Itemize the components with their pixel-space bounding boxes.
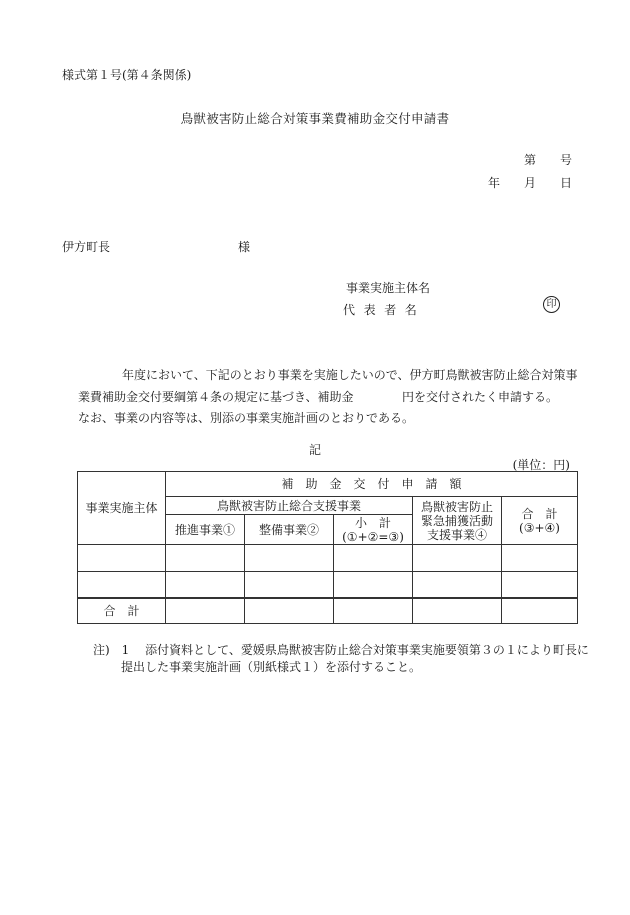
addressee-honorific: 様 — [238, 240, 251, 254]
body-line-3: なお、事業の内容等は、別添の事業実施計画のとおりである。 — [78, 411, 415, 425]
applicant-representative-label: 代表者名 — [343, 303, 426, 317]
emergency-header-line-3: 支援事業④ — [426, 527, 487, 542]
seal-mark: 印 — [543, 296, 560, 313]
table-row — [78, 572, 578, 598]
ki-heading: 記 — [308, 443, 321, 457]
table-cell[interactable] — [334, 572, 413, 598]
table-cell[interactable] — [245, 572, 334, 598]
document-number: 第 号 — [523, 153, 572, 167]
table-cell[interactable] — [334, 598, 413, 624]
table-cell[interactable] — [502, 545, 578, 572]
note-line-1: 注) 1 添付資料として、愛媛県鳥獣被害防止総合対策事業実施要領第３の１により町長に — [93, 643, 589, 657]
emergency-header — [413, 497, 502, 545]
table-cell[interactable] — [78, 572, 166, 598]
body-line-2b: 円を交付されたく申請する。 — [402, 390, 559, 404]
table-cell[interactable] — [413, 598, 502, 624]
note-line-2: 提出した事業実施計画（別紙様式１）を添付すること。 — [121, 660, 422, 674]
grant-header: 補 助 金 交 付 申 請 額 — [166, 472, 578, 497]
table-cell[interactable] — [502, 598, 578, 624]
total-header-line-1: 合 計 — [521, 506, 558, 521]
table-cell[interactable] — [78, 545, 166, 572]
entity-header: 事業実施主体 — [78, 472, 166, 545]
subtotal-header — [334, 515, 413, 545]
promotion-header: 推進事業① — [166, 515, 245, 545]
table-cell[interactable] — [166, 598, 245, 624]
maintenance-header: 整備事業② — [245, 515, 334, 545]
subtotal-header-line-1: 小 計 — [354, 515, 391, 530]
grant-table — [77, 471, 578, 624]
table-cell[interactable] — [166, 545, 245, 572]
total-row — [78, 598, 578, 624]
unit-label: (単位：円) — [512, 458, 570, 472]
table-cell[interactable] — [166, 572, 245, 598]
addressee: 伊方町長 — [62, 240, 111, 254]
table-cell[interactable] — [334, 545, 413, 572]
body-line-1: 年度において、下記のとおり事業を実施したいので、伊方町鳥獣被害防止総合対策事 — [122, 368, 578, 382]
table-cell[interactable] — [413, 572, 502, 598]
applicant-entity-label: 事業実施主体名 — [346, 281, 431, 295]
table-cell[interactable] — [245, 598, 334, 624]
table-row — [78, 545, 578, 572]
total-header-line-2: (③+④) — [519, 520, 560, 535]
table-cell[interactable] — [413, 545, 502, 572]
emergency-header-line-2: 緊急捕獲活動 — [420, 513, 493, 528]
total-header — [502, 497, 578, 545]
subtotal-header-line-2: (①+②=③) — [342, 529, 404, 544]
table-cell[interactable] — [245, 545, 334, 572]
form-number: 様式第１号(第４条関係) — [62, 68, 192, 82]
document-title: 鳥獣被害防止総合対策事業費補助金交付申請書 — [180, 111, 450, 126]
total-row-label: 合 計 — [78, 598, 166, 624]
table-cell[interactable] — [502, 572, 578, 598]
support-header: 鳥獣被害防止総合支援事業 — [166, 497, 413, 515]
body-line-2a: 業費補助金交付要綱第４条の規定に基づき、補助金 — [78, 390, 354, 404]
emergency-header-line-1: 鳥獣被害防止 — [420, 499, 493, 514]
document-date: 年 月 日 — [487, 176, 572, 190]
